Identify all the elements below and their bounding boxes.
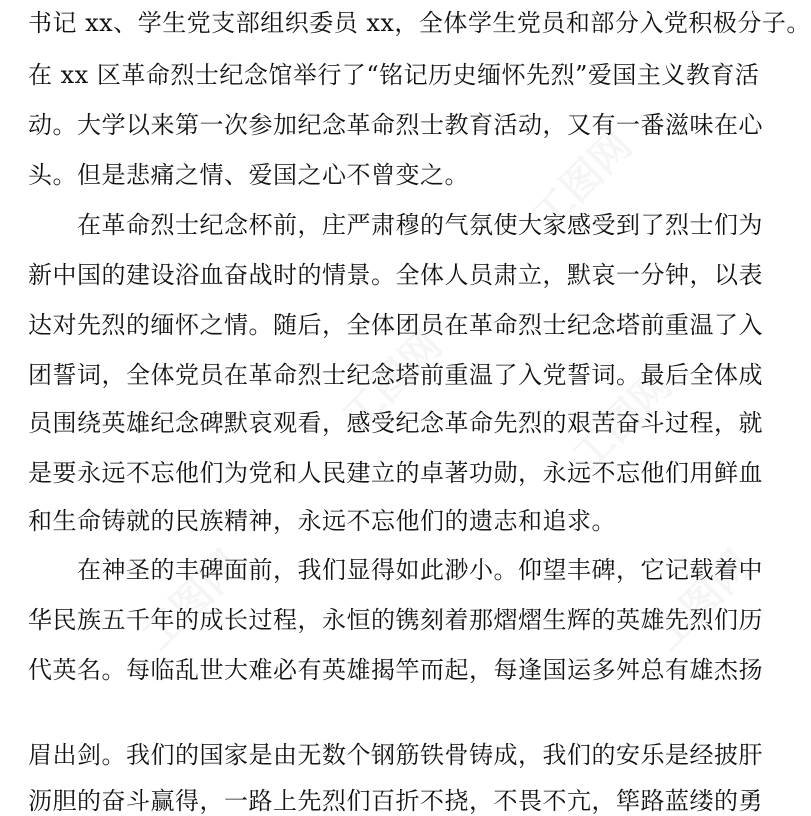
text-line: 华民族五千年的成长过程，永恒的镌刻着那熠熠生辉的英雄先烈们历: [28, 606, 763, 634]
text-line: 团誓词，全体党员在革命烈士纪念塔前重温了入党誓词。最后全体成: [28, 361, 763, 389]
text-line: 是要永远不忘他们为党和人民建立的卓著功勋，永远不忘他们用鲜血: [28, 459, 763, 487]
text-line: 书记 xx、学生党支部组织委员 xx，全体学生党员和部分入党积极分子。: [28, 9, 811, 37]
text-line: 沥胆的奋斗赢得，一路上先烈们百折不挠，不畏不亢，筚路蓝缕的勇: [28, 787, 763, 815]
text-line: 头。但是悲痛之情、爱国之心不曾变之。: [28, 161, 469, 189]
text-line: 在革命烈士纪念杯前，庄严肃穆的气氛使大家感受到了烈士们为: [28, 211, 763, 239]
text-line: 和生命铸就的民族精神，永远不忘他们的遗志和追求。: [28, 507, 616, 535]
watermark: 工图网: [133, 542, 252, 660]
text-line: 代英名。每临乱世大难必有英雄揭竿而起，每逢国运多舛总有雄杰扬: [28, 656, 763, 684]
text-line: 在 xx 区革命烈士纪念馆举行了“铭记历史缅怀先烈”爱国主义教育活: [28, 61, 760, 89]
watermark: 工图网: [643, 542, 762, 660]
text-line: 员围绕英雄纪念碑默哀观看，感受纪念革命先烈的艰苦奋斗过程，就: [28, 409, 763, 437]
text-line: 达对先烈的缅怀之情。随后，全体团员在革命烈士纪念塔前重温了入: [28, 311, 763, 339]
text-line: 在神圣的丰碑面前，我们显得如此渺小。仰望丰碑，它记载着中: [28, 556, 763, 584]
watermark: 工图网: [563, 362, 682, 480]
watermark: 工图网: [333, 322, 452, 440]
text-line: 动。大学以来第一次参加纪念革命烈士教育活动，又有一番滋味在心: [28, 111, 763, 139]
text-line: 眉出剑。我们的国家是由无数个钢筋铁骨铸成，我们的安乐是经披肝: [28, 741, 763, 769]
text-line: 新中国的建设浴血奋战时的情景。全体人员肃立，默哀一分钟，以表: [28, 261, 763, 289]
watermark: 工图网: [523, 122, 642, 240]
